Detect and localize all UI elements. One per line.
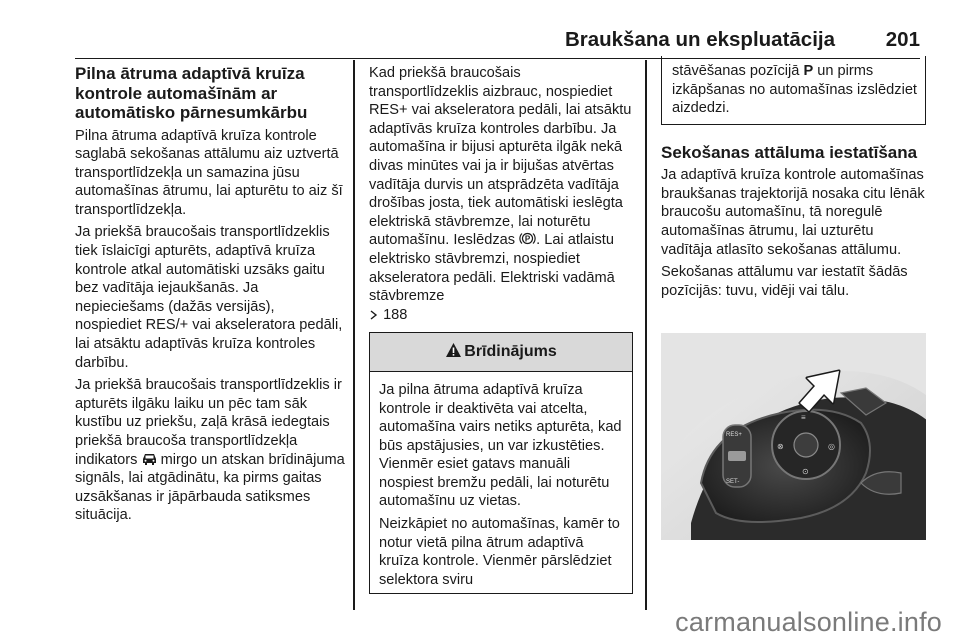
- paragraph: [75, 376, 345, 525]
- paragraph-text: Kad priekšā braucošais transportlīdzeklis aizbrauc, nospiediet RES+ vai akseleratora pedāli, lai atsāktu adaptīvās kruīza kontroles darbību. Ja automašīna ir bijusi apturēta ilgāk nekā divas minūtes vai ja ir bijušas atvērtas vadītāja durvis un atsprādzēta vadītāja drošības josta, tiek automātiski ieslēgta elektriskā stāvbremze, lai noturētu automašīnu. Ieslēdzas: [369, 65, 632, 249]
- res-label: RES+: [726, 432, 742, 438]
- warning-header: [370, 333, 632, 372]
- warning-body: [370, 372, 632, 594]
- page-header: [75, 28, 920, 59]
- paragraph-text: . Lai atlaistu elektrisko stāvbremzi, nospiediet akseleratora pedāli. Elektriski vadāmā stāvbremze: [369, 232, 615, 305]
- paragraph: [369, 64, 633, 324]
- paragraph: Ja adaptīvā kruīza kontrole automašīnas braukšanas trajektorijā nosaka citu lēnāk braucošu automašīnu, tā noregulē automašīnas ātrumu, lai uzturētu vadītāja atlasīto sekošanas attālumu.: [661, 167, 925, 258]
- gear-position-label: P: [803, 63, 814, 79]
- page-reference-icon: [369, 309, 379, 321]
- paragraph-text: stāvēšanas pozīcijā: [672, 63, 800, 79]
- column-divider: [645, 60, 647, 610]
- paragraph-text: mirgo un atskan brīdinājuma signāls, lai atgādinātu, ka pirms gaitas uzsākšanas ir jāpārbauda satiksmes situācija.: [75, 451, 345, 524]
- section-heading: Sekošanas attāluma iestatīšana: [661, 142, 918, 162]
- warning-box: [369, 332, 633, 594]
- page-reference[interactable]: 188: [383, 306, 408, 323]
- column-3: [661, 64, 926, 304]
- column-2: [369, 64, 633, 594]
- running-title: Braukšana un ekspluatācija: [564, 28, 835, 51]
- warning-box-continued: [661, 56, 926, 125]
- paragraph-text: Ja priekšā braucošais transportlīdzeklis ir apturēts ilgāku laiku un pēc tam sāk kustību uz priekšu, zaļā krāsā iedegtais priekšā braucoša transportlīdzekļa indikators: [75, 377, 342, 468]
- svg-text:⊗: ⊗: [777, 442, 784, 451]
- section-heading: Pilna ātruma adaptīvā kruīza kontrole automašīnām ar automātisko pārnesumkārbu: [75, 64, 308, 122]
- column-1: [75, 64, 345, 529]
- warning-title: Brīdinājums: [464, 343, 557, 361]
- paragraph: Neizkāpiet no automašīnas, kamēr to notur vietā pilna ātrum adaptīvā kruīza kontrole. Vienmēr pārslēdziet selektora sviru: [379, 516, 620, 588]
- svg-text:◎: ◎: [828, 442, 835, 451]
- set-label: SET-: [726, 479, 740, 485]
- vehicle-ahead-icon: [142, 452, 157, 466]
- paragraph: Ja priekšā braucošais transportlīdzeklis tiek īslaicīgi apturēts, adaptīvā kruīza kontrole atkal automātiski uzsāks gaitu bez vadītāja iejaukšanās. Ja nepieciešams (dažās versijās), nospiediet RES/+ vai akseleratora pedāli, lai atsāktu adaptīvās kruīza kontroles darbību.: [75, 224, 343, 371]
- paragraph: Pilna ātruma adaptīvā kruīza kontrole saglabā sekošanas attālumu aiz uztvertā transportlīdzekļa un samazina jūsu automašīnas ātrumu, lai apturētu to aiz šī transportlīdzekļa.: [75, 127, 343, 218]
- watermark: carmanualsonline.info: [675, 607, 942, 637]
- column-divider: [353, 60, 355, 610]
- parking-brake-icon: [519, 231, 536, 246]
- svg-text:P: P: [524, 234, 531, 244]
- paragraph-text: un pirms izkāpšanas no automašīnas izslēdziet aizdedzi.: [672, 63, 917, 117]
- steering-wheel-controls-photo: [661, 333, 926, 540]
- page-number: 201: [885, 28, 920, 51]
- svg-text:⊙: ⊙: [802, 467, 809, 476]
- paragraph: Sekošanas attālumu var iestatīt šādās pozīcijās: tuvu, vidēji vai tālu.: [661, 264, 908, 299]
- paragraph: Ja pilna ātruma adaptīvā kruīza kontrole ir deaktivēta vai atcelta, automašīna vairs netiks apturēta, kad būs apstājusies, un var izkustēties. Vienmēr esiet gatavs manuāli nospiest bremžu pedāli, lai noturētu automašīnu uz vietas.: [379, 381, 622, 510]
- warning-icon: [445, 342, 462, 358]
- svg-text:≡: ≡: [801, 413, 806, 422]
